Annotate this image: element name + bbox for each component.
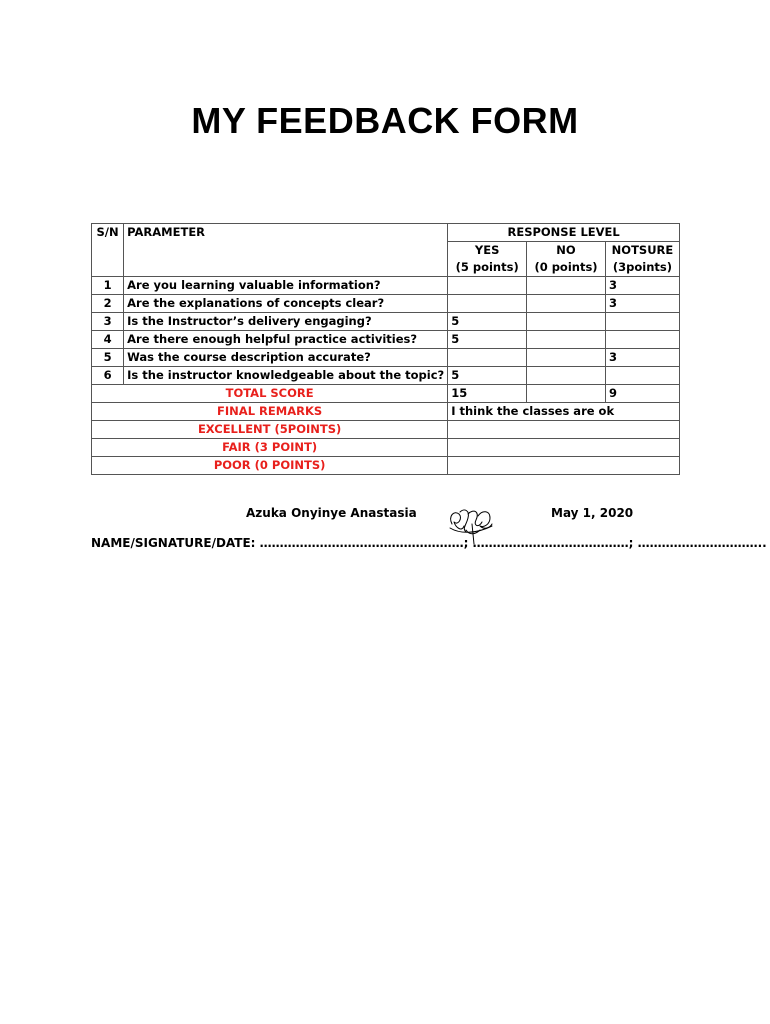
row-parameter: Are the explanations of concepts clear? — [124, 295, 448, 313]
row-sn: 3 — [92, 313, 124, 331]
form-title: MY FEEDBACK FORM — [191, 100, 579, 141]
yes-header: YES — [448, 242, 527, 260]
row-yes — [448, 295, 527, 313]
final-remarks-value: I think the classes are ok — [448, 403, 680, 421]
row-yes: 5 — [448, 313, 527, 331]
row-notsure: 3 — [605, 295, 679, 313]
row-notsure: 3 — [605, 277, 679, 295]
row-notsure: 3 — [605, 349, 679, 367]
row-notsure — [605, 367, 679, 385]
table-row — [92, 349, 680, 367]
row-sn: 6 — [92, 367, 124, 385]
row-no — [527, 295, 606, 313]
row-parameter: Is the instructor knowledgeable about the topic? — [124, 367, 448, 385]
no-header: NO — [527, 242, 606, 260]
row-yes — [448, 349, 527, 367]
poor-label: POOR (0 POINTS) — [92, 457, 448, 475]
table-row — [92, 331, 680, 349]
table-row — [92, 277, 680, 295]
response-level-header: RESPONSE LEVEL — [448, 224, 680, 242]
total-yes: 15 — [448, 385, 527, 403]
row-yes: 5 — [448, 367, 527, 385]
excellent-label: EXCELLENT (5POINTS) — [92, 421, 448, 439]
yes-points: (5 points) — [448, 259, 527, 277]
sn-header: S/N — [92, 224, 124, 242]
table-row — [92, 367, 680, 385]
signer-name: Azuka Onyinye Anastasia — [246, 506, 417, 520]
row-notsure — [605, 313, 679, 331]
row-yes: 5 — [448, 331, 527, 349]
row-sn: 4 — [92, 331, 124, 349]
row-sn: 1 — [92, 277, 124, 295]
notsure-points: (3points) — [605, 259, 679, 277]
row-no — [527, 367, 606, 385]
total-no — [527, 385, 606, 403]
row-no — [527, 349, 606, 367]
signature-date: May 1, 2020 — [551, 506, 634, 520]
name-signature-date-line: NAME/SIGNATURE/DATE: ……………………………………………; …………………………………; ………………………….. — [91, 536, 767, 550]
row-yes — [448, 277, 527, 295]
fair-value — [448, 439, 680, 457]
fair-label: FAIR (3 POINT) — [92, 439, 448, 457]
row-parameter: Is the Instructor’s delivery engaging? — [124, 313, 448, 331]
row-notsure — [605, 331, 679, 349]
row-no — [527, 331, 606, 349]
table-row — [92, 313, 680, 331]
table-row — [92, 295, 680, 313]
row-no — [527, 313, 606, 331]
row-parameter: Are you learning valuable information? — [124, 277, 448, 295]
parameter-header: PARAMETER — [124, 224, 448, 242]
row-parameter: Was the course description accurate? — [124, 349, 448, 367]
row-sn: 2 — [92, 295, 124, 313]
final-remarks-label: FINAL REMARKS — [92, 403, 448, 421]
excellent-value — [448, 421, 680, 439]
total-score-label: TOTAL SCORE — [92, 385, 448, 403]
no-points: (0 points) — [527, 259, 606, 277]
row-parameter: Are there enough helpful practice activities? — [124, 331, 448, 349]
row-sn: 5 — [92, 349, 124, 367]
notsure-header: NOTSURE — [605, 242, 679, 260]
row-no — [527, 277, 606, 295]
feedback-table — [91, 223, 680, 475]
total-notsure: 9 — [605, 385, 679, 403]
poor-value — [448, 457, 680, 475]
